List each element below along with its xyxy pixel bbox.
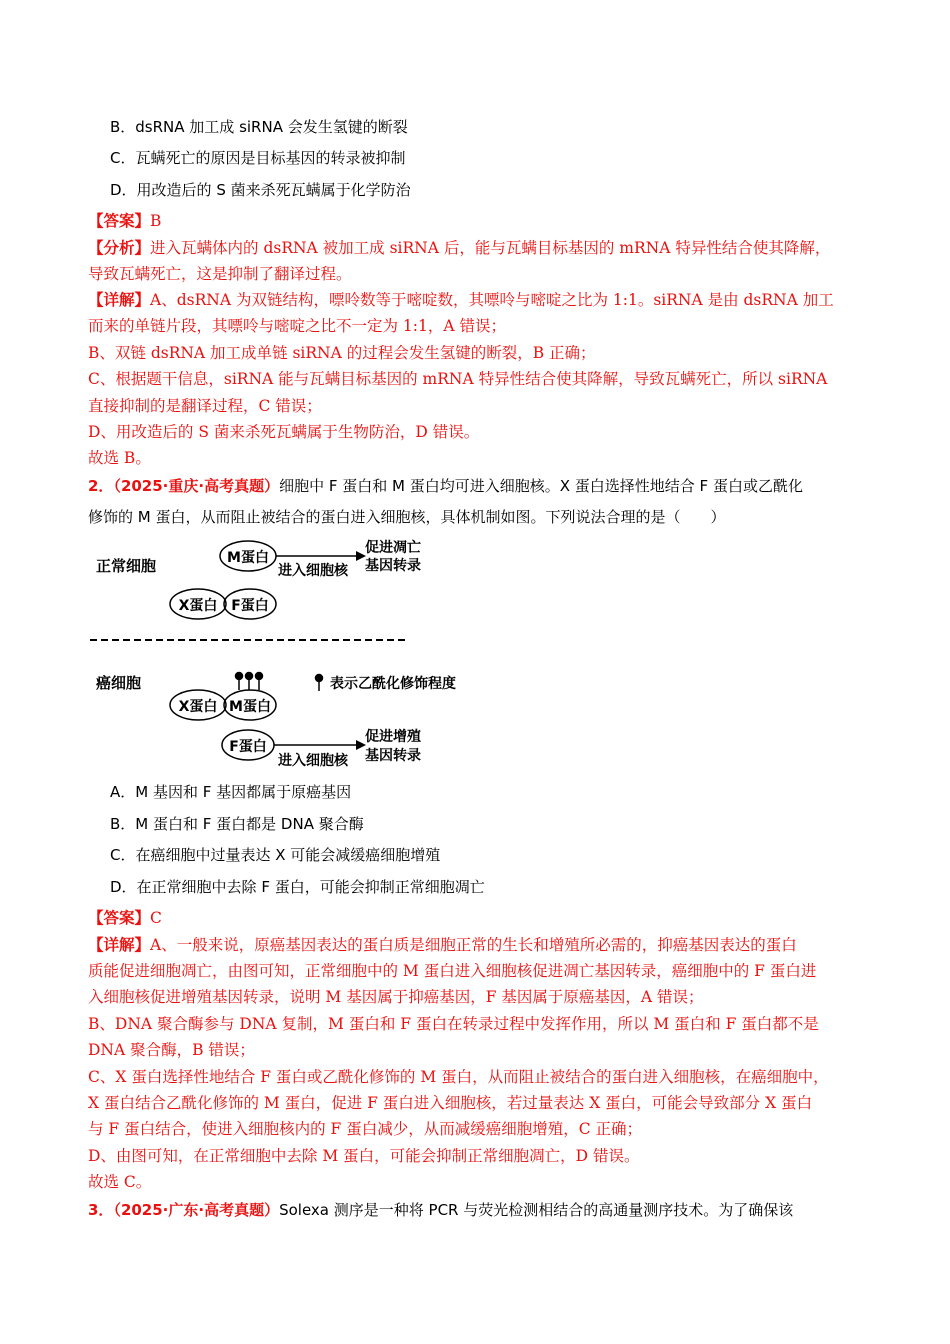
acetylation-legend-icon bbox=[316, 675, 323, 692]
q2-option-a: A．M 基因和 F 基因都属于原癌基因 bbox=[110, 783, 352, 801]
q1-detail-line: C、根据题干信息，siRNA 能与瓦螨目标基因的 mRNA 特异性结合使其降解，导致瓦螨死亡，所以 siRNA bbox=[88, 370, 828, 388]
f-protein-label: F蛋白 bbox=[231, 598, 269, 614]
q2-detail: 【详解】A、一般来说，原癌基因表达的蛋白质是细胞正常的生长和增殖所必需的，抑癌基因表达的蛋白 bbox=[88, 935, 797, 954]
q1-analysis: 【分析】进入瓦螨体内的 dsRNA 被加工成 siRNA 后，能与瓦螨目标基因的 mRNA 特异性结合使其降解， bbox=[88, 238, 831, 257]
normal-cell-label: 正常细胞 bbox=[96, 557, 157, 575]
q1-detail-line: B、双链 dsRNA 加工成单链 siRNA 的过程会发生氢键的断裂，B 正确； bbox=[88, 344, 596, 362]
q2-detail-line: X 蛋白结合乙酰化修饰的 M 蛋白，促进 F 蛋白进入细胞核，若过量表达 X 蛋白，可能会导致部分 X 蛋白 bbox=[88, 1094, 813, 1112]
q2-detail-line: 入细胞核促进增殖基因转录，说明 M 基因属于抑癌基因，F 基因属于原癌基因，A 错误； bbox=[88, 988, 704, 1006]
q2-detail-line: D、由图可知，在正常细胞中去除 M 蛋白，可能会抑制正常细胞凋亡，D 错误。 bbox=[88, 1147, 640, 1165]
q2-option-d: D．在正常细胞中去除 F 蛋白，可能会抑制正常细胞凋亡 bbox=[110, 878, 485, 896]
q1-detail: 【详解】A、dsRNA 为双链结构，嘌呤数等于嘧啶数，其嘌呤与嘧啶之比为 1:1。siRNA 是由 dsRNA 加工 bbox=[88, 290, 834, 309]
q1-option-c: C．瓦螨死亡的原因是目标基因的转录被抑制 bbox=[110, 149, 406, 167]
q2-mechanism-diagram bbox=[88, 535, 488, 775]
q3-stem: 3．（2025·广东·高考真题）Solexa 测序是一种将 PCR 与荧光检测相结合的高通量测序技术。为了确保该 bbox=[88, 1201, 794, 1219]
q2-stem: 2．（2025·重庆·高考真题）细胞中 F 蛋白和 M 蛋白均可进入细胞核。X 蛋白选择性地结合 F 蛋白或乙酰化 bbox=[88, 477, 803, 495]
f-protein-label: F蛋白 bbox=[229, 739, 267, 755]
q2-conclusion: 故选 C。 bbox=[88, 1173, 152, 1191]
enter-nucleus-label: 进入细胞核 bbox=[278, 563, 348, 579]
q1-analysis-line: 导致瓦螨死亡，这是抑制了翻译过程。 bbox=[88, 265, 352, 283]
q2-detail-line: 质能促进细胞凋亡，由图可知，正常细胞中的 M 蛋白进入细胞核促进凋亡基因转录，癌细胞中的 F 蛋白进 bbox=[88, 962, 817, 980]
q2-option-b: B．M 蛋白和 F 蛋白都是 DNA 聚合酶 bbox=[110, 815, 364, 833]
promote-proliferation-label: 促进增殖 bbox=[365, 729, 421, 745]
cancer-cell-label: 癌细胞 bbox=[96, 674, 142, 692]
acetylation-legend-label: 表示乙酰化修饰程度 bbox=[330, 676, 456, 692]
q2-detail-line: 与 F 蛋白结合，使进入细胞核内的 F 蛋白减少，从而减缓癌细胞增殖，C 正确； bbox=[88, 1120, 643, 1138]
q1-detail-line: 而来的单链片段，其嘌呤与嘧啶之比不一定为 1:1，A 错误； bbox=[88, 317, 506, 335]
acetylation-pins bbox=[236, 673, 263, 691]
gene-transcription-label: 基因转录 bbox=[365, 558, 421, 574]
q1-option-b: B．dsRNA 加工成 siRNA 会发生氢键的断裂 bbox=[110, 118, 408, 136]
q1-option-d: D．用改造后的 S 菌来杀死瓦螨属于化学防治 bbox=[110, 181, 411, 199]
m-protein-label: M蛋白 bbox=[227, 550, 269, 566]
q2-detail-line: B、DNA 聚合酶参与 DNA 复制，M 蛋白和 F 蛋白在转录过程中发挥作用，所以 M 蛋白和 F 蛋白都不是 bbox=[88, 1015, 819, 1033]
q1-conclusion: 故选 B。 bbox=[88, 449, 151, 467]
enter-nucleus-label: 进入细胞核 bbox=[278, 753, 348, 769]
q2-stem-line: 修饰的 M 蛋白，从而阻止被结合的蛋白进入细胞核，具体机制如图。下列说法合理的是（ ） bbox=[88, 508, 726, 526]
promote-apoptosis-label: 促进凋亡 bbox=[365, 540, 421, 556]
x-protein-label: X蛋白 bbox=[178, 598, 218, 614]
gene-transcription-label: 基因转录 bbox=[365, 748, 421, 764]
q2-detail-line: C、X 蛋白选择性地结合 F 蛋白或乙酰化修饰的 M 蛋白，从而阻止被结合的蛋白进入细胞核，在癌细胞中， bbox=[88, 1068, 829, 1086]
q2-option-c: C．在癌细胞中过量表达 X 可能会减缓癌细胞增殖 bbox=[110, 846, 441, 864]
q2-answer: 【答案】C bbox=[88, 908, 162, 927]
x-protein-label: X蛋白 bbox=[178, 699, 218, 715]
q1-answer: 【答案】B bbox=[88, 211, 162, 230]
m-protein-label: M蛋白 bbox=[229, 699, 271, 715]
q1-detail-line: D、用改造后的 S 菌来杀死瓦螨属于生物防治，D 错误。 bbox=[88, 423, 480, 441]
q1-detail-line: 直接抑制的是翻译过程，C 错误； bbox=[88, 397, 322, 415]
q2-detail-line: DNA 聚合酶，B 错误； bbox=[88, 1041, 255, 1059]
